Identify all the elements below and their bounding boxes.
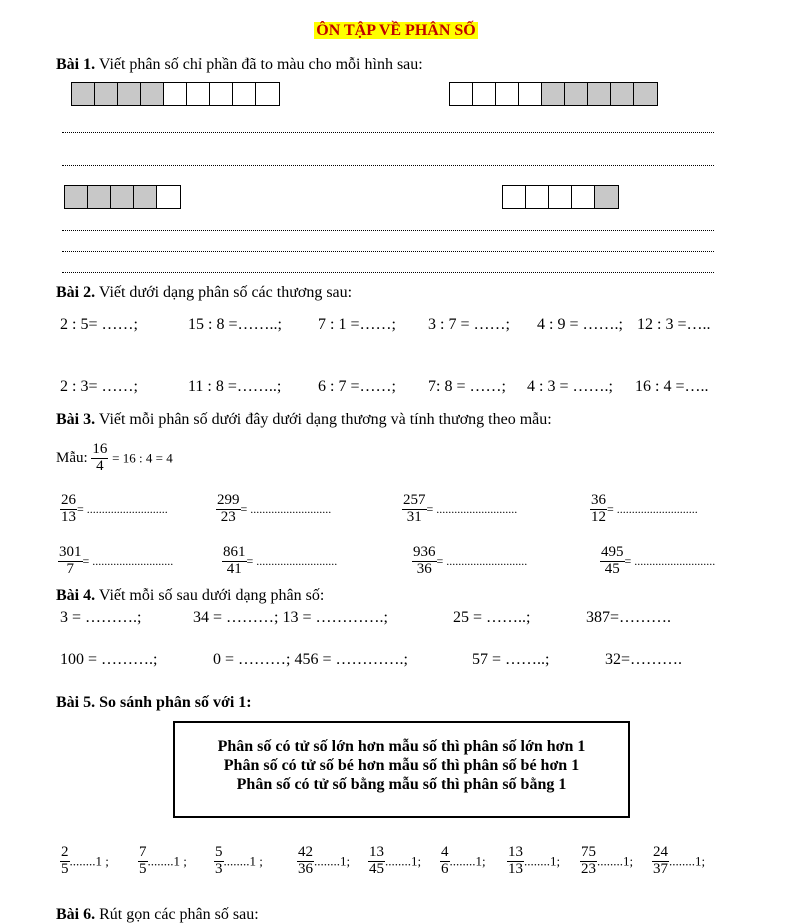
fraction-strip-4 (502, 185, 619, 209)
division-item: 7 : 1 =……; (318, 316, 396, 333)
compare-item: $\frac{5}{3}$ ........1 ; (215, 844, 263, 877)
answer-line (62, 165, 714, 166)
compare-item: $\frac{13}{13}$ ........1; (508, 844, 561, 877)
compare-item: $\frac{4}{6}$ ........1; (441, 844, 486, 877)
fraction-strip-3 (64, 185, 181, 209)
division-item: 3 : 7 = ……; (428, 316, 510, 333)
number-item: 100 = ……….; (60, 651, 158, 668)
number-item: 25 = ……..; (453, 609, 531, 626)
fraction-exercise: $\frac{26}{13}$ = ........................... (61, 492, 168, 525)
fraction-exercise: $\frac{299}{23}$ = ........................... (217, 492, 332, 525)
division-item: 11 : 8 =……..; (188, 378, 282, 395)
fraction-exercise: $\frac{257}{31}$ = ........................... (403, 492, 518, 525)
rule-less: Phân số có tử số bé hơn mẫu số thì phân số bé hơn 1 (223, 757, 580, 774)
example: Mẫu: $\frac{16}{4}$ = 16 : 4 = 4 (56, 441, 173, 474)
fraction-strip-2 (449, 82, 658, 106)
exercise-1-heading: Bài 1. Viết phân số chỉ phần đã to màu cho mỗi hình sau: (56, 56, 423, 73)
number-item: 3 = ……….; (60, 609, 142, 626)
fraction-exercise: $\frac{495}{45}$ = ........................... (601, 544, 716, 577)
answer-line (62, 272, 714, 273)
answer-line (62, 132, 714, 133)
compare-item: $\frac{42}{36}$ ........1; (298, 844, 351, 877)
fraction-exercise: $\frac{861}{41}$ = ........................... (223, 544, 338, 577)
fraction-exercise: $\frac{36}{12}$ = ........................... (591, 492, 698, 525)
rule-equal: Phân số có tử số bằng mẫu số thì phân số bằng 1 (236, 776, 567, 793)
answer-line (62, 251, 714, 252)
number-item: 32=………. (605, 651, 683, 668)
division-item: 15 : 8 =……..; (188, 316, 282, 333)
division-item: 2 : 3= ……; (60, 378, 138, 395)
exercise-2-heading: Bài 2. Viết dưới dạng phân số các thương sau: (56, 284, 353, 301)
exercise-5-heading: Bài 5. So sánh phân số với 1: (56, 694, 252, 711)
compare-item: $\frac{75}{23}$ ........1; (581, 844, 634, 877)
number-item: 34 = ………; 13 = ………….; (193, 609, 388, 626)
exercise-3-heading: Bài 3. Viết mỗi phân số dưới đây dưới dạng thương và tính thương theo mẫu: (56, 411, 552, 428)
rule-greater: Phân số có tử số lớn hơn mẫu số thì phân số lớn hơn 1 (217, 738, 586, 755)
example-fraction: $\frac{16}{4}$ (92, 441, 108, 474)
compare-item: $\frac{7}{5}$ ........1 ; (139, 844, 187, 877)
number-item: 0 = ………; 456 = ………….; (213, 651, 408, 668)
division-item: 7: 8 = ……; (428, 378, 506, 395)
fraction-exercise: $\frac{936}{36}$ = ........................... (413, 544, 528, 577)
division-item: 4 : 3 = …….; (527, 378, 613, 395)
compare-item: $\frac{24}{37}$ ........1; (653, 844, 706, 877)
exercise-4-heading: Bài 4. Viết mỗi số sau dưới dạng phân số: (56, 587, 325, 604)
page-title: ÔN TẬP VỀ PHÂN SỐ (316, 22, 476, 39)
compare-item: $\frac{13}{45}$ ........1; (369, 844, 422, 877)
division-item: 4 : 9 = …….; (537, 316, 623, 333)
division-item: 6 : 7 =……; (318, 378, 396, 395)
division-item: 12 : 3 =….. (637, 316, 711, 333)
division-item: 2 : 5= ……; (60, 316, 138, 333)
number-item: 387=………. (586, 609, 672, 626)
division-item: 16 : 4 =….. (635, 378, 709, 395)
number-item: 57 = ……..; (472, 651, 550, 668)
answer-line (62, 230, 714, 231)
rules-box (173, 721, 630, 818)
compare-item: $\frac{2}{5}$ ........1 ; (61, 844, 109, 877)
exercise-6-heading: Bài 6. Rút gọn các phân số sau: (56, 906, 259, 923)
fraction-exercise: $\frac{301}{7}$ = ........................... (59, 544, 174, 577)
fraction-strip-1 (71, 82, 280, 106)
